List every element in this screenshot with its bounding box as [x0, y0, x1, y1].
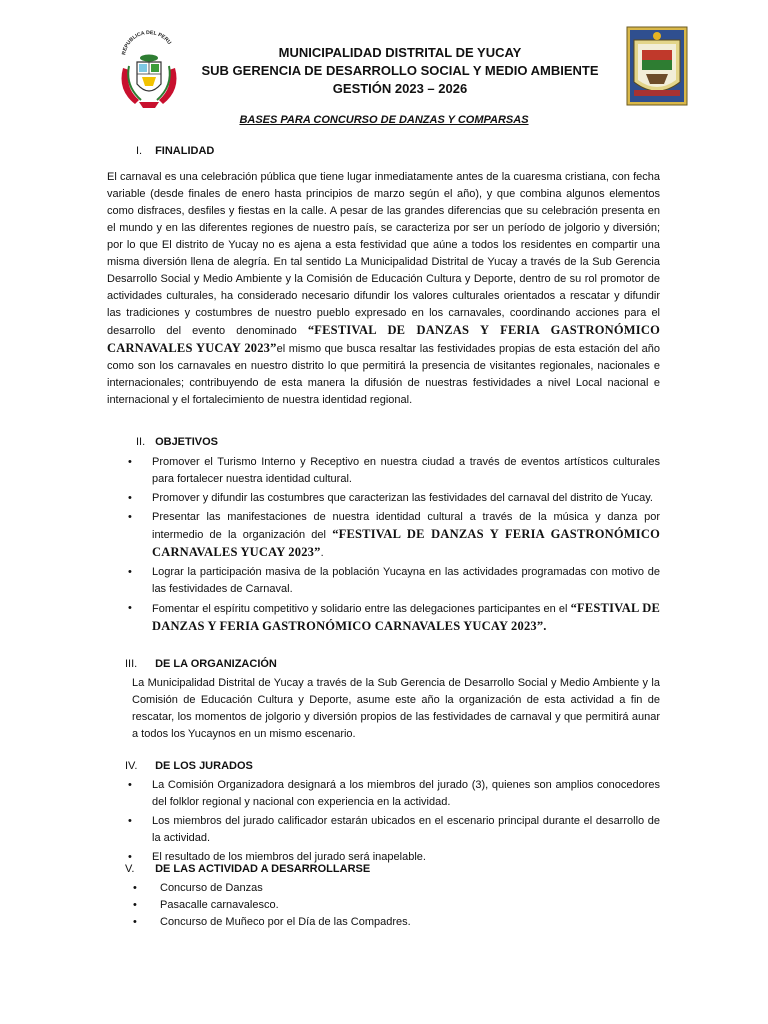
- section-number: II.: [136, 436, 146, 448]
- section-title: DE LAS ACTIVIDAD A DESARROLLARSE: [155, 863, 371, 875]
- header-line-3: GESTIÓN 2023 – 2026: [332, 81, 468, 96]
- section-number: V.: [125, 863, 135, 875]
- section-title: FINALIDAD: [155, 145, 215, 157]
- activities-list: [133, 880, 433, 931]
- section-heading-2: [136, 436, 218, 448]
- list-item: • Promover el Turismo Interno y Receptivo en nuestra ciudad a través de eventos artísticos culturales para fortalecer nuestra identidad cultural.: [128, 454, 660, 488]
- section-heading-1: [136, 145, 214, 157]
- festival-name: “FESTIVAL DE DANZAS Y FERIA GASTRONÓMICO CARNAVALES YUCAY 2023”: [152, 527, 660, 559]
- list-item: • Pasacalle carnavalesco.: [133, 897, 433, 914]
- section-heading-5: [125, 863, 370, 875]
- list-item: [128, 509, 660, 562]
- section-heading-3: [125, 658, 277, 670]
- list-item-text: Fomentar el espíritu competitivo y solidario entre las delegaciones participantes en el: [152, 603, 571, 615]
- list-item: • La Comisión Organizadora designará a los miembros del jurado (3), quienes son amplios conocedores del folklor regional y nacional con experiencia en la actividad.: [128, 777, 660, 811]
- list-item-text: .: [320, 547, 324, 559]
- yucay-coat-of-arms-icon: [626, 26, 688, 106]
- paragraph-text: el mismo que busca resaltar las festividades propias de esta estación del año como son los carnavales en nuestro distrito lo que permitirá la presencia de visitantes regionales, nacionales e internacionales; contribuyendo de esta manera la difusión de nuestras festividades a nivel Local nacional e internacional y el fortalecimiento de nuestra identidad regional.: [107, 343, 661, 406]
- section-number: IV.: [125, 760, 138, 772]
- objectives-list: [128, 454, 660, 638]
- svg-text:REPUBLICA DEL PERU: [121, 30, 172, 56]
- section-title: OBJETIVOS: [155, 436, 219, 448]
- peru-coat-of-arms-icon: [115, 28, 183, 110]
- document-header: [180, 44, 620, 98]
- festival-name: “FESTIVAL DE DANZAS Y FERIA GASTRONÓMICO CARNAVALES YUCAY 2023”.: [152, 601, 660, 633]
- list-item: • Concurso de Danzas: [133, 880, 433, 897]
- header-line-1: MUNICIPALIDAD DISTRITAL DE YUCAY: [278, 45, 522, 60]
- document-title: BASES PARA CONCURSO DE DANZAS Y COMPARSAS: [239, 114, 529, 126]
- section-number: III.: [125, 658, 138, 670]
- section-heading-4: [125, 760, 253, 772]
- section-title: DE LOS JURADOS: [155, 760, 253, 772]
- section-paragraph-finalidad: [107, 169, 660, 409]
- crest-arc-text: REPUBLICA DEL PERU: [121, 29, 173, 56]
- list-item: • El resultado de los miembros del jurado será inapelable.: [128, 849, 660, 866]
- festival-name: “FESTIVAL DE DANZAS Y FERIA GASTRONÓMICO CARNAVALES YUCAY 2023”: [107, 323, 661, 355]
- list-item-text: Presentar las manifestaciones de nuestra identidad cultural a través de la música y danza por intermedio de la organización del: [152, 511, 660, 541]
- list-item: • Concurso de Muñeco por el Día de las Compadres.: [133, 914, 433, 931]
- section-number: I.: [136, 145, 143, 157]
- list-item: [128, 600, 660, 636]
- jury-list: [128, 777, 660, 868]
- section-title: DE LA ORGANIZACIÓN: [155, 658, 277, 670]
- paragraph-text: El carnaval es una celebración pública que tiene lugar inmediatamente antes de la cuaresma cristiana, con fecha variable (desde finales de enero hasta principios de marzo según el año), y que combina algunos elementos como disfraces, desfiles y fiestas en la calle. A pesar de las grandes diferencias que su celebración presenta en el mundo y en las diferentes regiones de nuestro país, se caracteriza por ser un período de jolgorio y diversión; por lo que El distrito de Yucay no es ajena a esta festividad que aúne a todos los residentes en compartir una misma diversión llena de alegría. En tal sentido La Municipalidad Distrital de Yucay a través de la Sub Gerencia Desarrollo Social y Medio Ambiente y la Comisión de Educación Cultura y Deporte, dentro de su rol promotor de actividades culturales, ha considerado necesario difundir los valores culturales orientados a rescatar y difundir las tradiciones y costumbres de nuestro pueblo expresado en los carnavales, coordinando acciones para el desarrollo del evento denominado: [107, 171, 660, 337]
- list-item: • Lograr la participación masiva de la población Yucayna en las actividades programadas con motivo de las festividades de Carnaval.: [128, 564, 660, 598]
- header-line-2: SUB GERENCIA DE DESARROLLO SOCIAL Y MEDIO AMBIENTE: [201, 63, 599, 78]
- list-item: • Promover y difundir las costumbres que caracterizan las festividades del carnaval del distrito de Yucay.: [128, 490, 660, 507]
- section-paragraph-organizacion: La Municipalidad Distrital de Yucay a través de la Sub Gerencia de Desarrollo Social y Medio Ambiente y la Comisión de Educación Cultura y Deporte, asume este año la organización de esta actividad a fin de rescatar, los momentos de jolgorio y diversión propios de las festividades de carnaval y que permitirá aunar a todos los Yucaynos en un mismo escenario.: [132, 677, 660, 740]
- list-item: • Los miembros del jurado calificador estarán ubicados en el escenario principal durante el desarrollo de la actividad.: [128, 813, 660, 847]
